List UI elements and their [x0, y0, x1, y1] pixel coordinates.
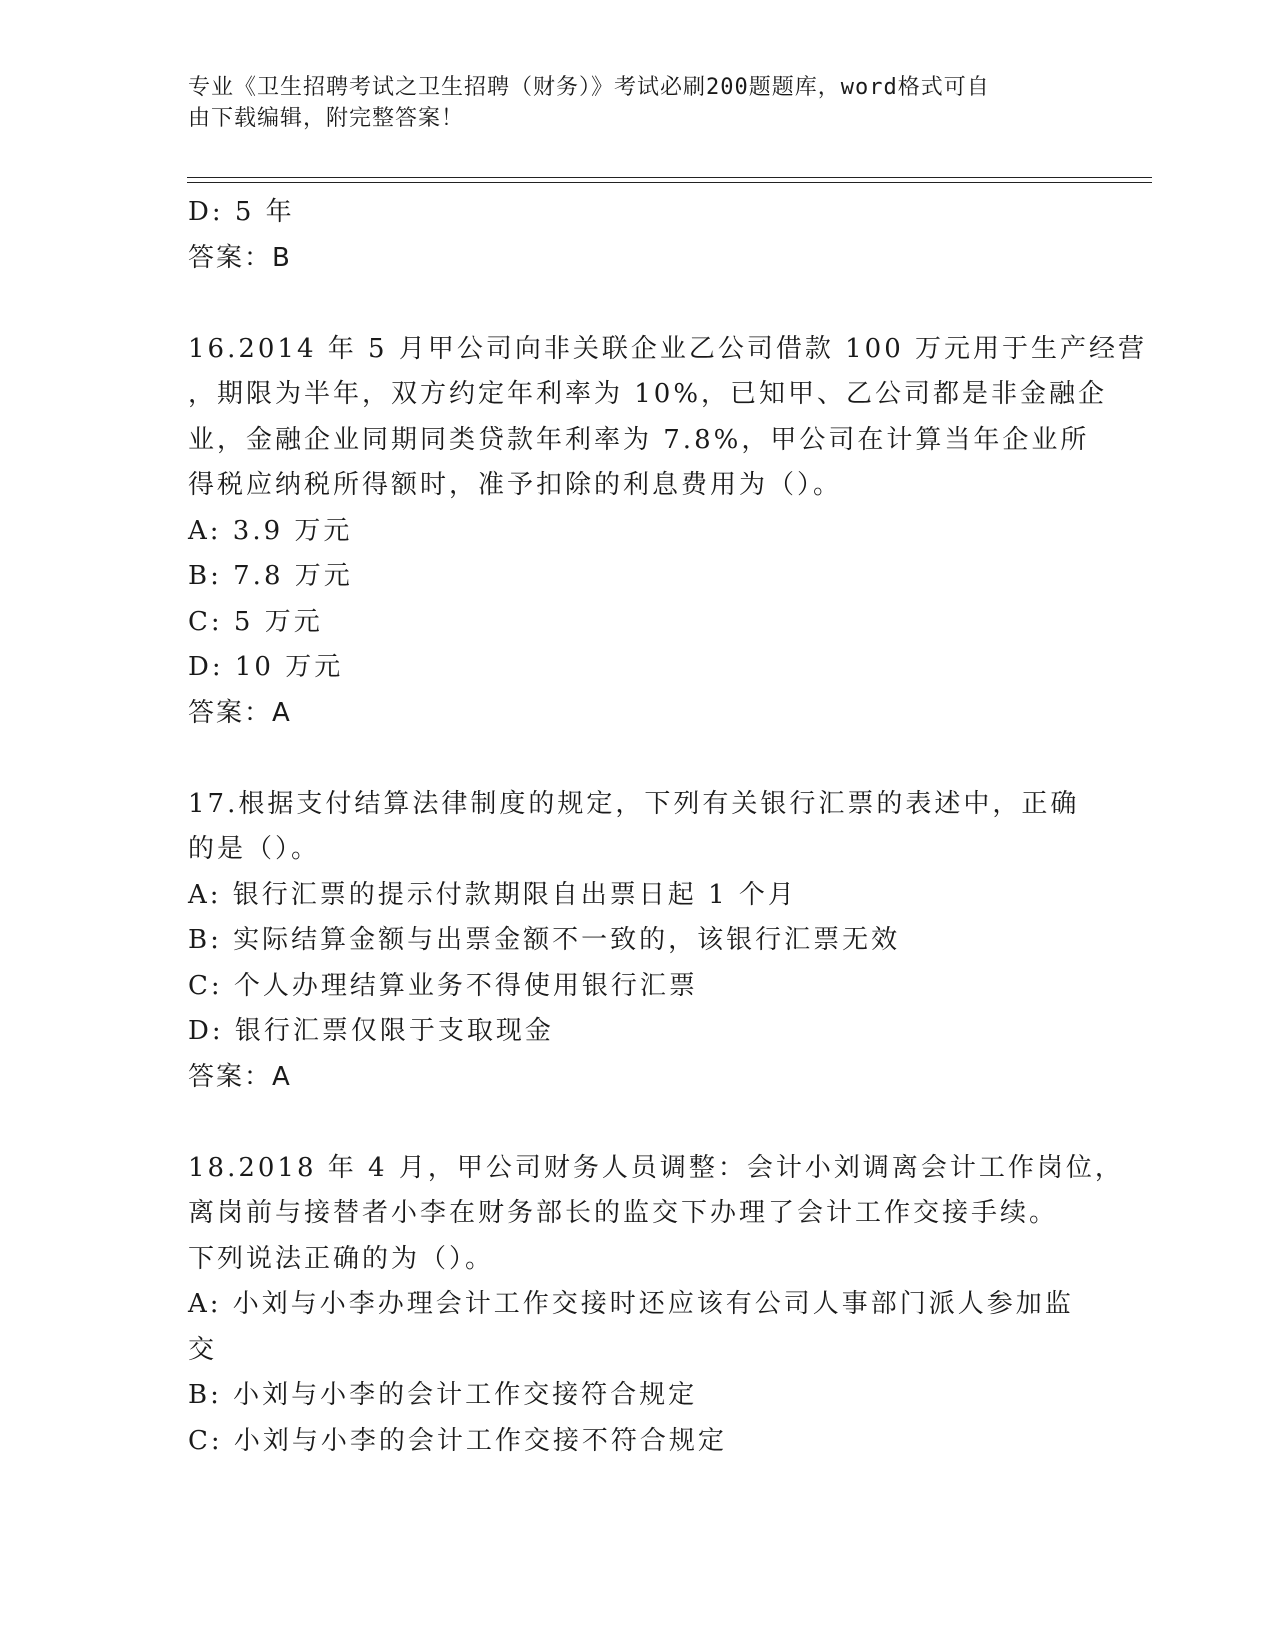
option-b: B: 实际结算金额与出票金额不一致的，该银行汇票无效	[188, 925, 901, 955]
option-d: D: 10 万元	[188, 652, 344, 682]
question-16	[188, 327, 1148, 737]
option-c: C: 个人办理结算业务不得使用银行汇票	[188, 970, 698, 1001]
question-text-line: 17.根据支付结算法律制度的规定，下列有关银行汇票的表述中，正确	[188, 788, 1080, 819]
header-line-2: 由下载编辑，附完整答案！	[188, 106, 465, 131]
answer-label: 答案：	[188, 242, 273, 273]
document-body	[188, 190, 1148, 1464]
answer-line	[188, 691, 1088, 737]
option-b: B: 小刘与小李的会计工作交接符合规定	[188, 1380, 698, 1410]
question-text-line: ，期限为半年，双方约定年利率为 10%，已知甲、乙公司都是非金融企	[188, 379, 1108, 409]
answer-label: 答案：	[188, 1061, 273, 1092]
question-17	[188, 782, 1088, 1101]
question-text-line: 16.2014 年 5 月甲公司向非关联企业乙公司借款 100 万元用于生产经营	[188, 333, 1148, 364]
answer-line	[188, 236, 1088, 282]
document-header	[188, 72, 1088, 134]
option-a: A: 小刘与小李办理会计工作交接时还应该有公司人事部门派人参加监	[188, 1289, 1074, 1319]
question-text-line: 得税应纳税所得额时，准予扣除的利息费用为（）。	[188, 470, 843, 500]
spacer	[188, 281, 1088, 327]
spacer	[188, 1100, 1088, 1146]
answer-value: A	[272, 697, 292, 728]
question-text-line: 业，金融企业同期同类贷款年利率为 7.8%，甲公司在计算当年企业所	[188, 424, 1090, 455]
option-a: A: 3.9 万元	[188, 515, 353, 546]
option-a: A: 银行汇票的提示付款期限自出票日起 1 个月	[188, 879, 797, 910]
question-text-line: 下列说法正确的为（）。	[188, 1243, 495, 1274]
option-c: C: 小刘与小李的会计工作交接不符合规定	[188, 1425, 727, 1456]
answer-value: A	[272, 1061, 292, 1092]
header-divider-top	[187, 177, 1152, 178]
answer-value: B	[272, 242, 292, 273]
header-line-1: 专业《卫生招聘考试之卫生招聘（财务）》考试必刷200题题库，word格式可自	[188, 75, 990, 100]
question-text-line: 的是（）。	[188, 834, 321, 864]
option-b: B: 7.8 万元	[188, 561, 353, 591]
option-d: D: 5 年	[188, 197, 295, 227]
answer-label: 答案：	[188, 697, 273, 728]
answer-line	[188, 1055, 1088, 1101]
option-d: D: 银行汇票仅限于支取现金	[188, 1016, 554, 1046]
option-a-continued: 交	[188, 1334, 218, 1365]
spacer	[188, 736, 1088, 782]
question-text-line: 18.2018 年 4 月，甲公司财务人员调整：会计小刘调离会计工作岗位，	[188, 1152, 1124, 1183]
question-text-line: 离岗前与接替者小李在财务部长的监交下办理了会计工作交接手续。	[188, 1198, 1059, 1228]
header-divider-bottom	[187, 182, 1152, 183]
option-c: C: 5 万元	[188, 606, 323, 637]
question-18	[188, 1146, 1124, 1465]
